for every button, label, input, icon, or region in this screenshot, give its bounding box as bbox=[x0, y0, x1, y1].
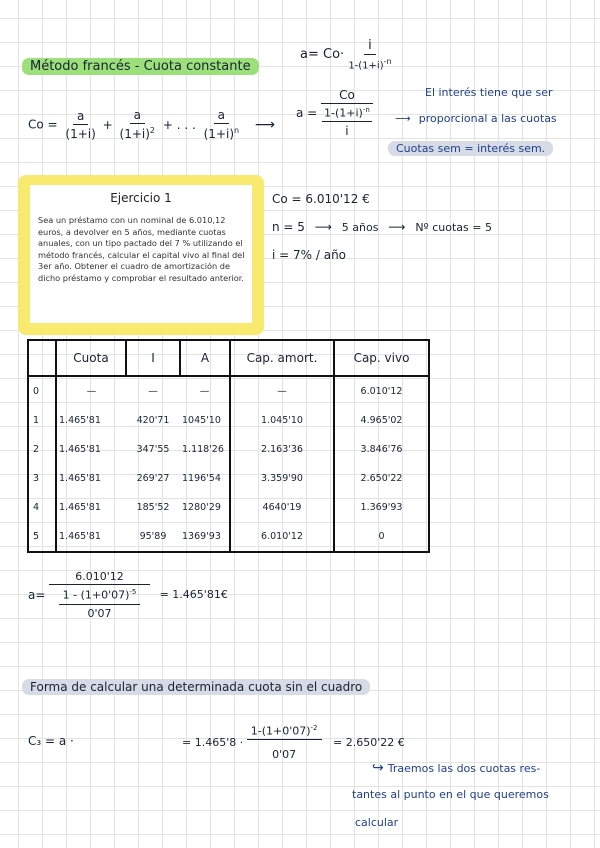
calc-a: a= 6.010'12 $1 - (1+0'07)^{-5}$ 0'07 = 1.465'81€ bbox=[28, 570, 228, 620]
calc-c3-lhs: C₃ = a · bbox=[28, 734, 74, 748]
header-i: I bbox=[126, 340, 180, 376]
page-title: Método francés - Cuota constante bbox=[22, 59, 259, 74]
table-header-row bbox=[28, 340, 429, 376]
arrow-icon: ⟶ bbox=[388, 220, 406, 234]
return-arrow-icon: ↪ bbox=[372, 760, 384, 776]
header-cap-amort: Cap. amort. bbox=[230, 340, 334, 376]
note-line-1: El interés tiene que ser bbox=[425, 86, 553, 99]
table-row: 1 1.465'81 420'71 1045'10 1.045'10 4.965'02 bbox=[28, 406, 429, 435]
exercise-title: Ejercicio 1 bbox=[110, 191, 172, 205]
c3-note-line-3: calcular bbox=[355, 816, 399, 829]
header-a: A bbox=[180, 340, 230, 376]
arrow-icon: ⟶ bbox=[395, 112, 411, 125]
header-cap-vivo: Cap. vivo bbox=[334, 340, 429, 376]
c3-note-line-2: tantes al punto en el que queremos bbox=[352, 788, 549, 801]
table-row: 3 1.465'81 269'27 1196'54 3.359'90 2.650'22 bbox=[28, 464, 429, 493]
arrow-icon: ⟶ bbox=[254, 116, 275, 133]
exercise-text: Sea un préstamo con un nominal de 6.010,12 euros, a devolver en 5 años, mediante cuotas anuales, con un tipo pactado del 7 % utilizando el método francés, calcular el capital vivo al final del 3er año. Obtener el cuadro de amortización de dicho préstamo y comprobar el resultado anterior. bbox=[38, 215, 245, 283]
given-co: Co = 6.010'12 € bbox=[272, 192, 370, 206]
formula-a: a= Co· $\frac{i}{1-(1+i)^{-n}}$ bbox=[300, 38, 392, 72]
amortization-table bbox=[27, 339, 430, 553]
arrow-icon: ⟶ bbox=[314, 220, 332, 234]
table-row: 2 1.465'81 347'55 1.118'26 2.163'36 3.846'76 bbox=[28, 435, 429, 464]
calc-c3: = 1.465'8 · $\frac{1-(1+0'07)^{-2}}{0'07}$ = 2.650'22 € bbox=[182, 724, 405, 761]
note-line-2: ⟶ proporcional a las cuotas bbox=[395, 112, 557, 125]
table-row: 0 — — — — 6.010'12 bbox=[28, 376, 429, 406]
given-n: n = 5 ⟶ 5 años ⟶ Nº cuotas = 5 bbox=[272, 220, 492, 234]
formula-a2: a = Co $1-(1+i)^{-n}$ i bbox=[296, 88, 373, 138]
exercise-box bbox=[18, 175, 264, 335]
table-row: 5 1.465'81 95'89 1369'93 6.010'12 0 bbox=[28, 522, 429, 552]
header-cuota: Cuota bbox=[56, 340, 126, 376]
given-i: i = 7% / año bbox=[272, 248, 347, 262]
section-title: Forma de calcular una determinada cuota sin el cuadro bbox=[22, 680, 370, 694]
formula-co: Co = $\frac{a}{(1+i)}$ + $\frac{a}{(1+i)^2}$ + . . . $\frac{a}{(1+i)^n}$ ⟶ bbox=[28, 108, 275, 141]
table-row: 4 1.465'81 185'52 1280'29 4640'19 1.369'93 bbox=[28, 493, 429, 522]
c3-note-line-1: ↪ Traemos las dos cuotas res- bbox=[372, 760, 541, 776]
note-line-3: Cuotas sem = interés sem. bbox=[388, 142, 553, 155]
